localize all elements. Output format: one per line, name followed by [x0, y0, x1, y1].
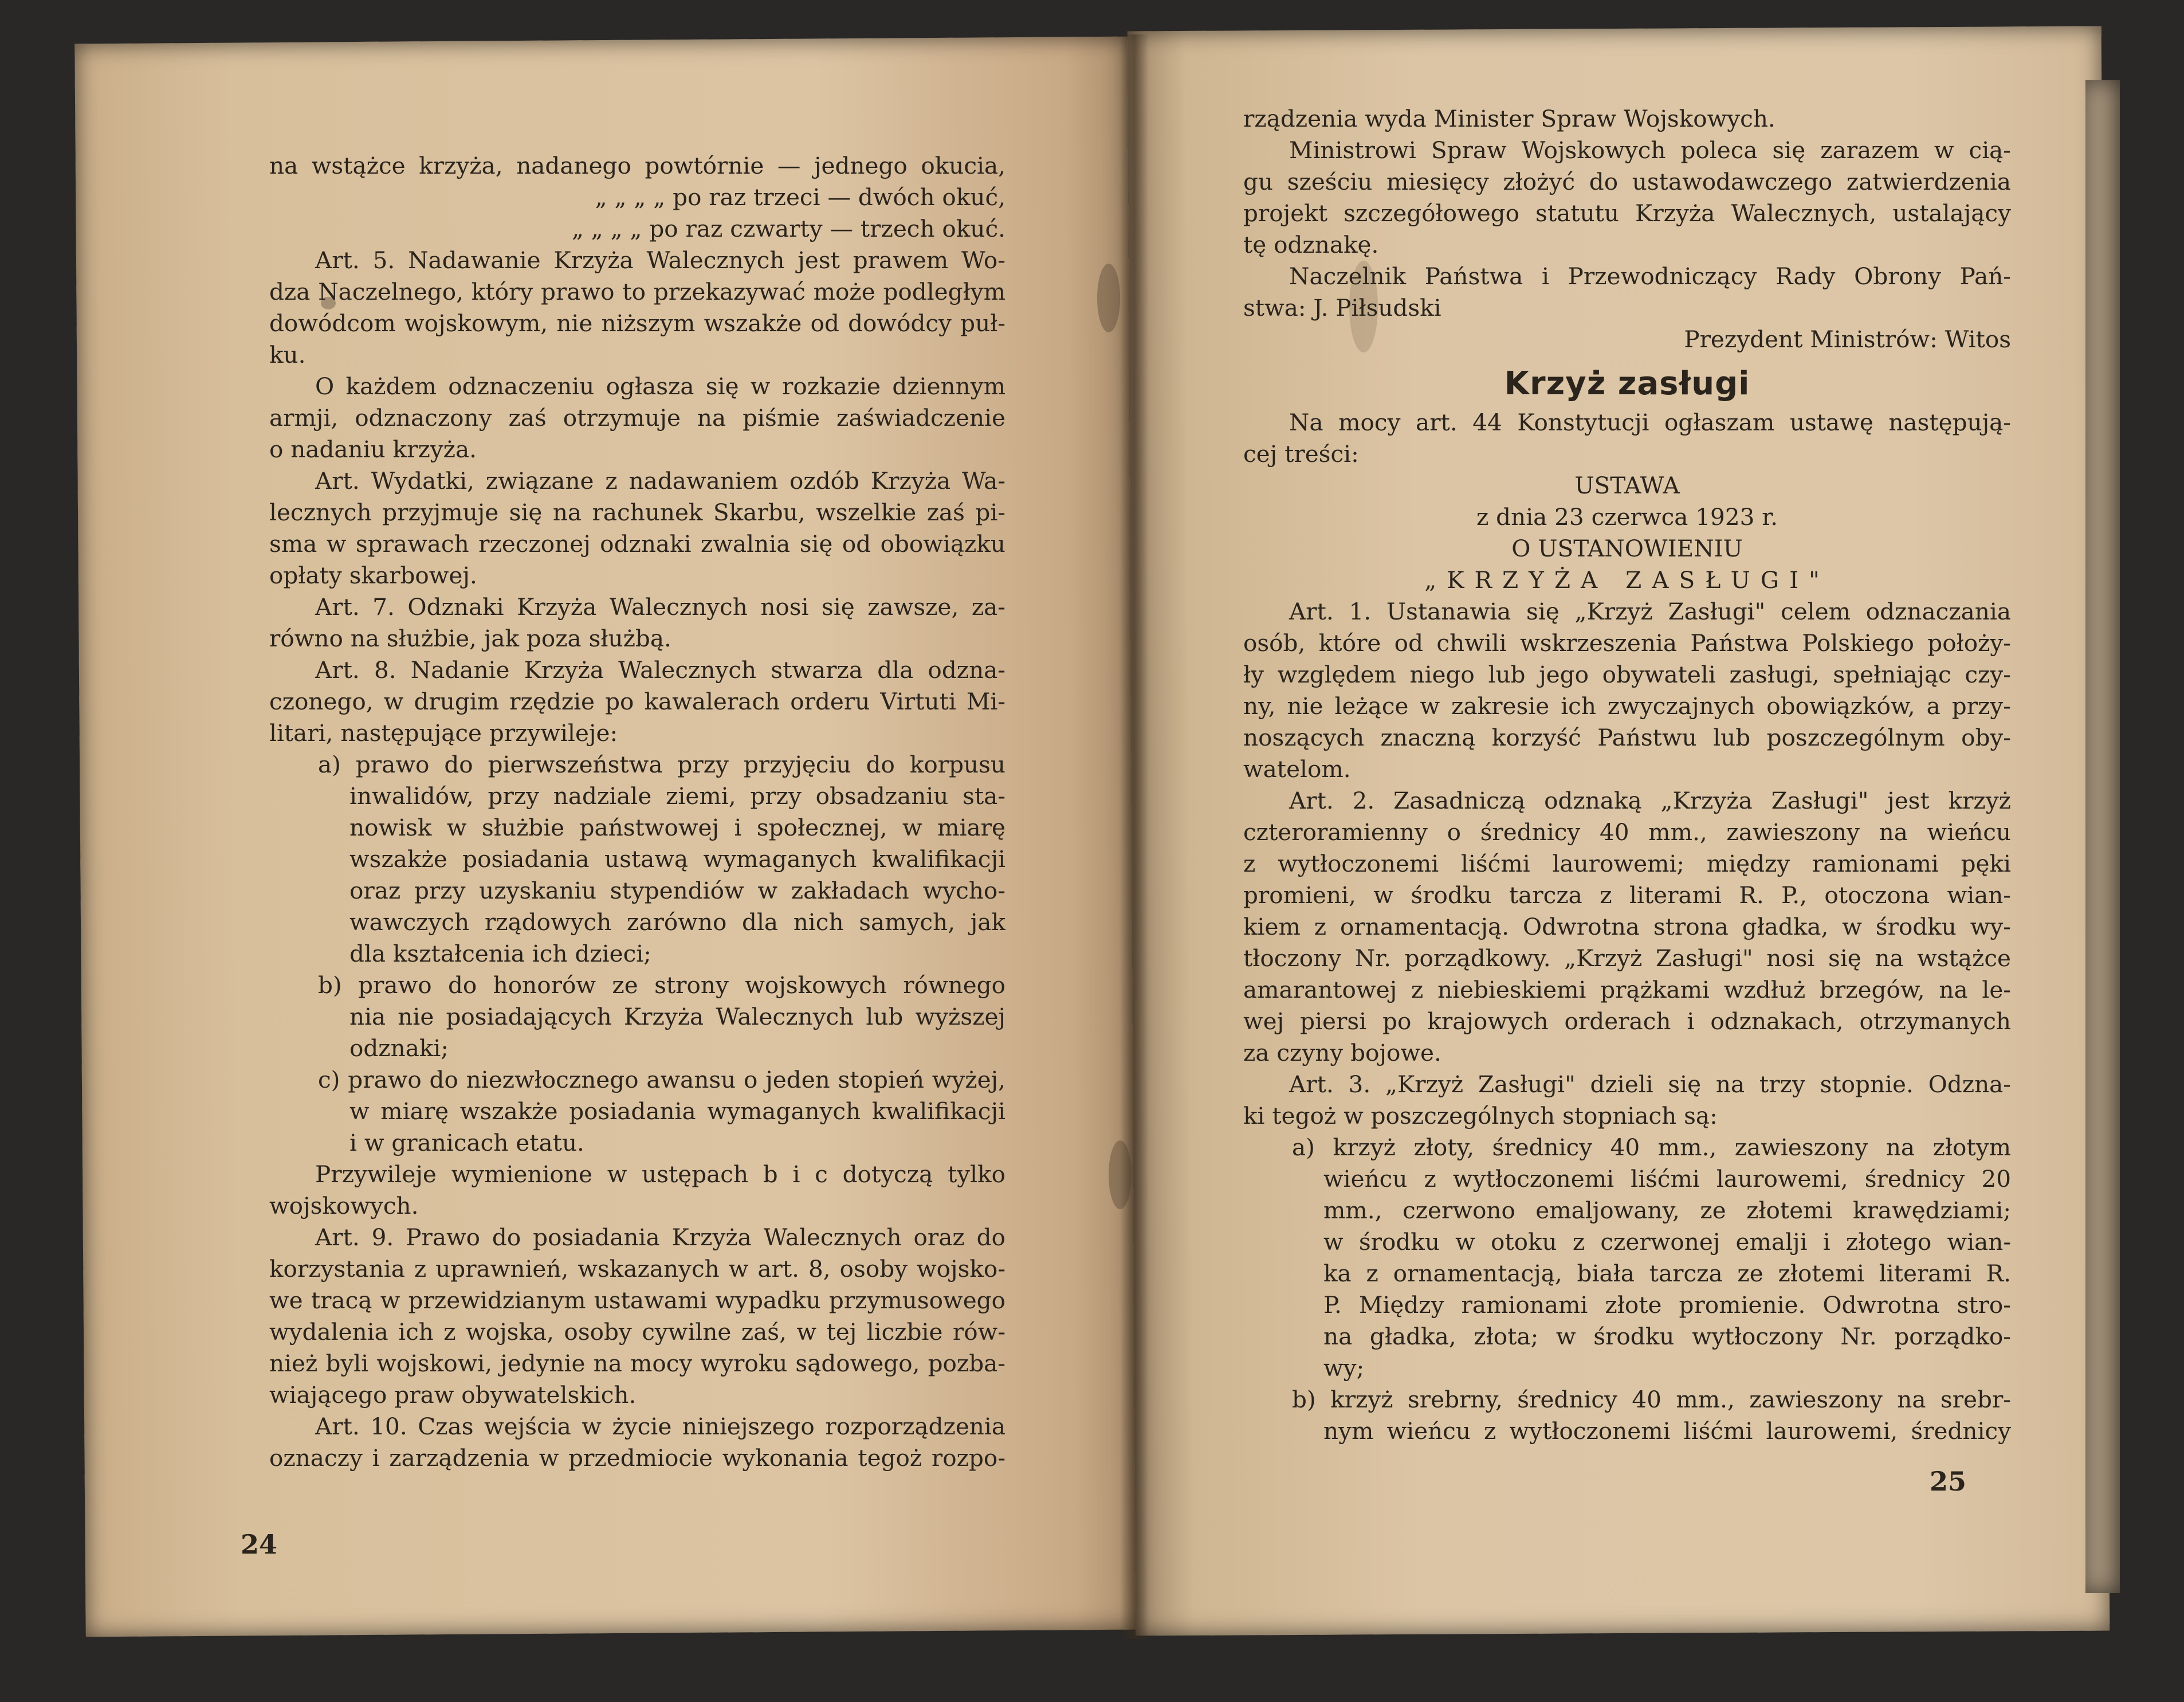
- text-line: O USTANOWIENIU: [1511, 535, 1743, 562]
- text-line: b) prawo do honorów ze strony wojskowych równego: [318, 971, 1005, 999]
- text-line: czteroramienny o średnicy 40 mm., zawieszony na wieńcu: [1243, 818, 2011, 846]
- text-line: litari, następujące przywileje:: [269, 719, 618, 747]
- text-line: czonego, w drugim rzędzie po kawalerach orderu Virtuti Mi-: [269, 688, 1005, 715]
- text-line: Art. 3. „Krzyż Zasługi" dzieli się na trzy stopnie. Odzna-: [1289, 1070, 2011, 1098]
- text-line: za czyny bojowe.: [1243, 1039, 1441, 1066]
- text-line: O każdem odznaczeniu ogłasza się w rozkazie dziennym: [315, 372, 1005, 400]
- text-line: Art. 5. Nadawanie Krzyża Walecznych jest prawem Wo-: [315, 246, 1005, 274]
- text-line: Prezydent Ministrów: Witos: [1684, 326, 2011, 353]
- text-line: wawczych rządowych zarówno dla nich samych, jak: [349, 908, 1005, 936]
- text-line: i w granicach etatu.: [349, 1129, 584, 1156]
- text-line: z dnia 23 czerwca 1923 r.: [1476, 503, 1778, 531]
- text-line: Naczelnik Państwa i Przewodniczący Rady Obrony Pań-: [1289, 262, 2011, 290]
- text-line: odznaki;: [349, 1034, 449, 1062]
- staple-mark: [1109, 1140, 1132, 1209]
- text-line: stwa: J. Piłsudski: [1243, 294, 1441, 321]
- left-page-text: [269, 150, 1005, 1474]
- section-heading: Krzyż zasługi: [1504, 365, 1750, 402]
- right-page-text: [1243, 103, 2011, 1447]
- text-line: noszących znaczną korzyść Państwu lub poszczególnym oby-: [1243, 724, 2011, 751]
- text-line: gu sześciu miesięcy złożyć do ustawodawczego zatwierdzenia: [1243, 168, 2011, 195]
- text-line: rządzenia wyda Minister Spraw Wojskowych.: [1243, 105, 1776, 132]
- text-line: z wytłoczonemi liśćmi laurowemi; między ramionami pęki: [1243, 850, 2011, 877]
- text-line: sma w sprawach rzeczonej odznaki zwalnia się od obowiązku: [269, 530, 1005, 558]
- text-line: Na mocy art. 44 Konstytucji ogłaszam ustawę następują-: [1289, 409, 2011, 436]
- text-line: promieni, w środku tarcza z literami R. P., otoczona wian-: [1243, 881, 2011, 909]
- text-line: Art. 10. Czas wejścia w życie niniejszego rozporządzenia: [315, 1413, 1005, 1440]
- text-line: mm., czerwono emaljowany, ze złotemi krawędziami;: [1323, 1197, 2011, 1224]
- text-line: c) prawo do niezwłocznego awansu o jeden stopień wyżej,: [318, 1066, 1005, 1093]
- text-line: watelom.: [1243, 755, 1351, 783]
- text-line: Art. 7. Odznaki Krzyża Walecznych nosi się zawsze, za-: [315, 593, 1005, 621]
- text-line: oraz przy uzyskaniu stypendiów w zakładach wycho-: [349, 877, 1005, 904]
- text-line: równo na służbie, jak poza służbą.: [269, 625, 671, 652]
- text-line: ły względem niego lub jego obywateli zasługi, spełniając czy-: [1243, 661, 2011, 688]
- page-number-right: 25: [1930, 1466, 1967, 1497]
- text-line: a) krzyż złoty, średnicy 40 mm., zawieszony na złotym: [1292, 1134, 2011, 1161]
- text-line: a) prawo do pierwszeństwa przy przyjęciu do korpusu: [318, 751, 1005, 778]
- text-line: nym wieńcu z wytłoczonemi liśćmi laurowemi, średnicy: [1323, 1417, 2011, 1445]
- text-line: „ „ „ „ po raz czwarty — trzech okuć.: [571, 215, 1005, 242]
- text-line: dza Naczelnego, który prawo to przekazywać może podległym: [269, 278, 1005, 305]
- text-line: we tracą w przewidzianym ustawami wypadku przymusowego: [269, 1287, 1005, 1314]
- text-line: lecznych przyjmuje się na rachunek Skarbu, wszelkie zaś pi-: [269, 499, 1005, 526]
- page-edge: [2085, 80, 2120, 1593]
- text-line: kiem z ornamentacją. Odwrotna strona gładka, w środku wy-: [1243, 913, 2011, 940]
- text-line: oznaczy i zarządzenia w przedmiocie wykonania tegoż rozpo-: [269, 1444, 1005, 1472]
- text-line: nowisk w służbie państwowej i społecznej, w miarę: [349, 814, 1005, 841]
- text-line: opłaty skarbowej.: [269, 562, 477, 589]
- text-line: Art. 9. Prawo do posiadania Krzyża Walecznych oraz do: [315, 1223, 1005, 1251]
- text-line: wy;: [1323, 1354, 1365, 1382]
- text-line: tłoczony Nr. porządkowy. „Krzyż Zasługi" nosi się na wstążce: [1243, 944, 2011, 972]
- text-line: Art. 1. Ustanawia się „Krzyż Zasługi" celem odznaczania: [1289, 598, 2011, 625]
- text-line: P. Między ramionami złote promienie. Odwrotna stro-: [1323, 1291, 2011, 1319]
- text-line: Art. 2. Zasadniczą odznaką „Krzyża Zasługi" jest krzyż: [1289, 787, 2011, 814]
- text-line: osób, które od chwili wskrzeszenia Państwa Polskiego położy-: [1243, 629, 2011, 657]
- text-line: Przywileje wymienione w ustępach b i c dotyczą tylko: [315, 1160, 1005, 1188]
- text-line: w miarę wszakże posiadania wymaganych kwalifikacji: [349, 1097, 1005, 1125]
- text-line: amarantowej z niebieskiemi prążkami wzdłuż brzegów, na le-: [1243, 976, 2011, 1003]
- text-line: nież byli wojskowi, jedynie na mocy wyroku sądowego, pozba-: [269, 1350, 1005, 1377]
- text-line: wydalenia ich z wojska, osoby cywilne zaś, w tej liczbie rów-: [269, 1318, 1005, 1346]
- text-line: ki tegoż w poszczególnych stopniach są:: [1243, 1102, 1718, 1130]
- text-line: projekt szczegółowego statutu Krzyża Walecznych, ustalający: [1243, 199, 2011, 227]
- text-line: wiającego praw obywatelskich.: [269, 1381, 637, 1409]
- text-line: armji, odznaczony zaś otrzymuje na piśmie zaświadczenie: [269, 404, 1005, 432]
- text-line: Art. 8. Nadanie Krzyża Walecznych stwarza dla odzna-: [315, 656, 1005, 684]
- text-line: wszakże posiadania ustawą wymaganych kwalifikacji: [349, 845, 1005, 873]
- text-line: tę odznakę.: [1243, 231, 1379, 258]
- text-line: wojskowych.: [269, 1192, 419, 1219]
- text-line: cej treści:: [1243, 440, 1359, 468]
- text-line: b) krzyż srebrny, średnicy 40 mm., zawieszony na srebr-: [1292, 1386, 2011, 1413]
- book-spine: [1120, 34, 1149, 1639]
- text-line: wieńcu z wytłoczonemi liśćmi laurowemi, średnicy 20: [1323, 1165, 2011, 1193]
- text-line: Art. Wydatki, związane z nadawaniem ozdób Krzyża Wa-: [315, 467, 1005, 495]
- text-line: inwalidów, przy nadziale ziemi, przy obsadzaniu sta-: [349, 782, 1005, 810]
- text-line: „ „ „ „ po raz trzeci — dwóch okuć,: [595, 183, 1005, 211]
- text-line: wej piersi po krajowych orderach i odznakach, otrzymanych: [1243, 1007, 2011, 1035]
- text-line: w środku w otoku z czerwonej emalji i złotego wian-: [1323, 1228, 2011, 1256]
- text-line: dla kształcenia ich dzieci;: [349, 940, 651, 967]
- text-line: korzystania z uprawnień, wskazanych w art. 8, osoby wojsko-: [269, 1255, 1005, 1283]
- text-line: Ministrowi Spraw Wojskowych poleca się zarazem w cią-: [1289, 136, 2011, 164]
- text-line: na gładka, złota; w środku wytłoczony Nr. porządko-: [1323, 1323, 2011, 1350]
- text-line: USTAWA: [1574, 472, 1680, 499]
- page-number-left: 24: [241, 1529, 278, 1560]
- text-line: ny, nie leżące w zakresie ich zwyczajnych obowiązków, a przy-: [1243, 692, 2011, 720]
- text-line: o nadaniu krzyża.: [269, 436, 477, 463]
- text-line: „KRZYŻA ZASŁUGI": [1424, 566, 1830, 594]
- text-line: ku.: [269, 341, 306, 368]
- text-line: nia nie posiadających Krzyża Walecznych lub wyższej: [349, 1003, 1005, 1030]
- text-line: dowódcom wojskowym, nie niższym wszakże od dowódcy puł-: [269, 309, 1005, 337]
- text-line: ka z ornamentacją, biała tarcza ze złotemi literami R.: [1323, 1260, 2011, 1287]
- staple-mark: [1097, 264, 1120, 332]
- text-line: na wstążce krzyża, nadanego powtórnie — jednego okucia,: [269, 152, 1005, 179]
